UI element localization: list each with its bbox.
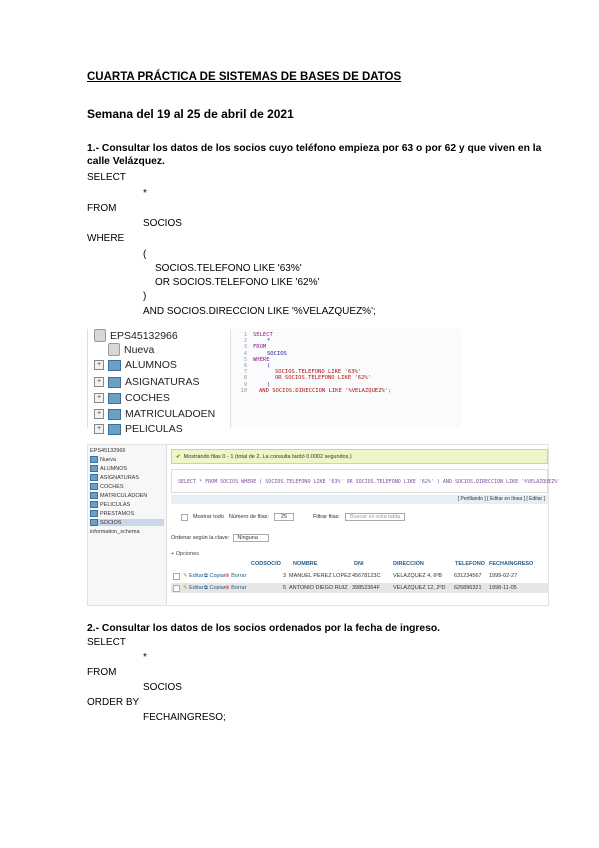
results-main — [167, 445, 561, 605]
q1-open-paren: ( — [143, 249, 147, 260]
sidebar-table[interactable]: PELICULAS — [90, 501, 130, 508]
expand-icon[interactable]: + — [94, 360, 104, 370]
table-row: ✎ Editar ⧉ Copiar ⊗ Borrar 5 ANTONIO DIEGO RUIZ 39852364F VELAZQUEZ 12, 2ºD 625896321 1998-11-05 — [171, 583, 548, 593]
filter-input[interactable]: Buscar en esta tabla — [345, 513, 405, 521]
question-2: 2.- Consultar los datos de los socios ordenados por la fecha de ingreso. — [87, 623, 441, 634]
nav-db[interactable]: EPS45132966 — [94, 329, 178, 342]
table-icon — [90, 492, 98, 499]
delete-button[interactable]: ⊗ Borrar — [225, 573, 247, 579]
table-icon — [90, 519, 98, 526]
sql-editor[interactable] — [230, 329, 461, 428]
sidebar-schema[interactable]: information_schema — [90, 529, 140, 535]
q1-close-paren: ) — [143, 291, 147, 302]
col-dni[interactable]: DNI — [354, 561, 364, 567]
table-icon — [108, 409, 121, 420]
new-icon — [90, 456, 98, 463]
q2-field: FECHAINGRESO; — [143, 712, 226, 723]
show-all-checkbox[interactable] — [181, 514, 188, 521]
nav-table-asignaturas[interactable]: + ASIGNATURAS — [94, 376, 199, 388]
q1-star: * — [143, 188, 147, 199]
q1-select: SELECT — [87, 172, 126, 183]
table-row: ✎ Editar ⧉ Copiar ⊗ Borrar 3 MANUEL PEREZ LOPEZ 45678123C VELAZQUEZ 4, 6ºB 631234567 1999-02-27 — [171, 571, 548, 581]
delete-button[interactable]: ⊗ Borrar — [225, 585, 247, 591]
q1-condition-2: OR SOCIOS.TELEFONO LIKE '62%' — [155, 277, 320, 288]
table-icon — [90, 501, 98, 508]
sidebar-table[interactable]: PRESTAMOS — [90, 510, 134, 517]
rows-select[interactable]: 25 — [274, 513, 294, 521]
row-checkbox[interactable] — [173, 585, 180, 592]
nav-table-peliculas[interactable]: + PELICULAS — [94, 423, 183, 435]
q2-orderby: ORDER BY — [87, 697, 140, 708]
delete-icon: ⊗ — [225, 585, 230, 591]
q1-condition-3: AND SOCIOS.DIRECCION LIKE '%VELAZQUEZ%'; — [143, 306, 376, 317]
expand-icon[interactable]: + — [94, 393, 104, 403]
edit-button[interactable]: ✎ Editar — [183, 573, 204, 579]
nav-table-coches[interactable]: + COCHES — [94, 392, 170, 404]
screenshot-results — [87, 444, 561, 606]
week-heading: Semana del 19 al 25 de abril de 2021 — [87, 107, 294, 121]
database-navigator — [88, 329, 229, 435]
line-numbers: 1 2 3 4 5 6 7 8 9 10 — [240, 332, 247, 394]
sql-code: SELECT * FROM SOCIOS WHERE ( SOCIOS.TELEFONO LIKE '63%' OR SOCIOS.TELEFONO LIKE '62%' ) AND SOCIOS.DIRECCION LIKE '%VELAZQUEZ%'; — [253, 332, 392, 394]
row-checkbox[interactable] — [173, 573, 180, 580]
q1-table: SOCIOS — [143, 218, 182, 229]
database-icon — [94, 329, 106, 342]
col-codsocio[interactable]: CODSOCIO — [251, 561, 281, 567]
executed-query: SELECT * FROM SOCIOS WHERE ( SOCIOS.TELEFONO LIKE '63%' OR SOCIOS.TELEFONO LIKE '62%' ) AND SOCIOS.DIRECCION LIKE '%VELAZQUEZ%' — [171, 469, 548, 493]
edit-button[interactable]: ✎ Editar — [183, 585, 204, 591]
q2-from: FROM — [87, 667, 117, 678]
expand-icon[interactable]: + — [94, 409, 104, 419]
expand-icon[interactable]: + — [94, 377, 104, 387]
table-icon — [108, 393, 121, 404]
table-icon — [108, 424, 121, 435]
document-title: CUARTA PRÁCTICA DE SISTEMAS DE BASES DE DATOS — [87, 71, 402, 83]
table-icon — [90, 465, 98, 472]
copy-button[interactable]: ⧉ Copiar — [204, 585, 226, 591]
results-sidebar — [88, 445, 167, 605]
table-icon — [108, 377, 121, 388]
results-header — [171, 560, 548, 568]
screenshot-editor — [87, 329, 460, 435]
pencil-icon: ✎ — [183, 573, 188, 579]
check-icon: ✔ — [176, 454, 181, 460]
sidebar-table[interactable]: MATRICULADOEN — [90, 492, 147, 499]
success-message: ✔ Mostrando filas 0 - 1 (total de 2, La consulta tardó 0.0002 segundos.) — [171, 449, 548, 464]
q1-from: FROM — [87, 203, 117, 214]
sidebar-table[interactable]: ALUMNOS — [90, 465, 127, 472]
query-links[interactable]: [ Perfilando ] [ Editar en línea ] [ Editar ] — [171, 495, 548, 504]
sidebar-table[interactable]: COCHES — [90, 483, 124, 490]
nav-new[interactable]: Nueva — [108, 343, 154, 356]
sidebar-new[interactable]: Nueva — [90, 456, 116, 463]
nav-table-alumnos[interactable]: + ALUMNOS — [94, 359, 177, 371]
sort-select[interactable]: Ninguna — [233, 534, 269, 542]
copy-icon: ⧉ — [204, 573, 208, 579]
sidebar-table-selected[interactable]: SOCIOS — [90, 519, 164, 526]
sidebar-table[interactable]: ASIGNATURAS — [90, 474, 139, 481]
new-table-icon — [108, 343, 120, 356]
table-icon — [90, 510, 98, 517]
copy-button[interactable]: ⧉ Copiar — [204, 573, 226, 579]
copy-icon: ⧉ — [204, 585, 208, 591]
nav-table-matriculadoen[interactable]: + MATRICULADOEN — [94, 408, 215, 420]
col-telefono[interactable]: TELEFONO — [455, 561, 485, 567]
table-icon — [90, 483, 98, 490]
col-direccion[interactable]: DIRECCION — [393, 561, 424, 567]
sort-bar: Ordenar según la clave: Ninguna — [171, 534, 269, 542]
question-1: 1.- Consultar los datos de los socios cuyo teléfono empieza por 63 o por 62 y que viven en la calle Velázquez. — [87, 143, 542, 167]
table-icon — [108, 360, 121, 371]
col-nombre[interactable]: NOMBRE — [293, 561, 318, 567]
col-fecha[interactable]: FECHAINGRESO — [489, 561, 534, 567]
delete-icon: ⊗ — [225, 573, 230, 579]
q2-table: SOCIOS — [143, 682, 182, 693]
q2-star: * — [143, 652, 147, 663]
pencil-icon: ✎ — [183, 585, 188, 591]
q1-condition-1: SOCIOS.TELEFONO LIKE '63%' — [155, 263, 302, 274]
q2-select: SELECT — [87, 637, 126, 648]
q1-where: WHERE — [87, 233, 125, 244]
table-icon — [90, 474, 98, 481]
sidebar-db[interactable]: EPS45132966 — [90, 448, 126, 454]
filter-bar: Mostrar todo Número de filas: 25 Filtrar filas: Buscar en esta tabla — [181, 513, 405, 521]
options-link[interactable]: + Opciones — [171, 551, 199, 557]
expand-icon[interactable]: + — [94, 424, 104, 434]
